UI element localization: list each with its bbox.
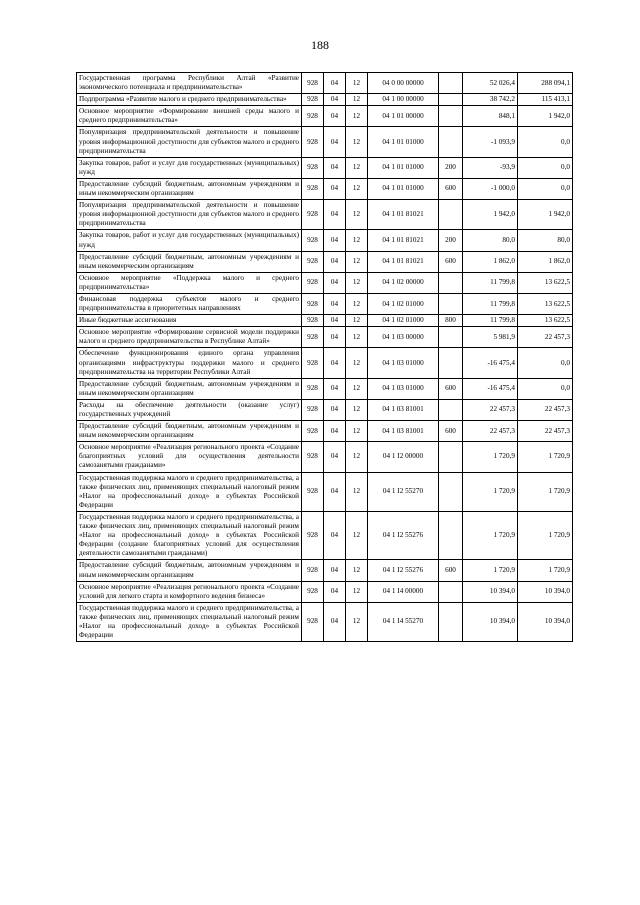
row-section-cell: 04: [324, 251, 346, 272]
row-target-article-cell: 04 1 03 81001: [368, 421, 439, 442]
row-subsection-cell: 12: [346, 127, 368, 157]
row-amount-2-cell: 22 457,3: [518, 421, 573, 442]
row-amount-1-cell: 11 799,8: [463, 315, 518, 327]
row-admin-code-cell: 928: [302, 127, 324, 157]
row-amount-2-cell: 115 413,1: [518, 94, 573, 106]
row-admin-code-cell: 928: [302, 230, 324, 251]
row-amount-1-cell: 11 799,8: [463, 293, 518, 314]
table-row: [77, 200, 573, 230]
table-row: [77, 178, 573, 199]
row-name-cell: Государственная программа Республики Алтай «Развитие экономического потенциала и предпринимательства»: [77, 73, 302, 94]
row-subsection-cell: 12: [346, 315, 368, 327]
row-amount-1-cell: 1 862,0: [463, 251, 518, 272]
row-admin-code-cell: 928: [302, 178, 324, 199]
row-name-cell: Предоставление субсидий бюджетным, автономным учреждениям и иным некоммерческим организациям: [77, 178, 302, 199]
row-section-cell: 04: [324, 157, 346, 178]
row-section-cell: 04: [324, 378, 346, 399]
row-section-cell: 04: [324, 399, 346, 420]
row-subsection-cell: 12: [346, 421, 368, 442]
row-amount-2-cell: 13 622,5: [518, 272, 573, 293]
row-section-cell: 04: [324, 178, 346, 199]
row-expense-type-cell: 600: [439, 560, 463, 581]
row-expense-type-cell: 800: [439, 315, 463, 327]
row-target-article-cell: 04 1 01 81021: [368, 230, 439, 251]
row-admin-code-cell: 928: [302, 602, 324, 641]
row-expense-type-cell: [439, 511, 463, 559]
row-admin-code-cell: 928: [302, 315, 324, 327]
row-admin-code-cell: 928: [302, 511, 324, 559]
row-admin-code-cell: 928: [302, 399, 324, 420]
table-row: [77, 94, 573, 106]
table-row: [77, 442, 573, 472]
row-target-article-cell: 04 1 02 01000: [368, 293, 439, 314]
row-target-article-cell: 04 1 02 00000: [368, 272, 439, 293]
row-amount-1-cell: -93,9: [463, 157, 518, 178]
row-admin-code-cell: 928: [302, 157, 324, 178]
row-name-cell: Основное мероприятие «Реализация регионального проекта «Создание благоприятных условий для осуществления деятельности самозанятыми гражданами»: [77, 442, 302, 472]
table-row: [77, 511, 573, 559]
row-subsection-cell: 12: [346, 106, 368, 127]
row-amount-1-cell: 11 799,8: [463, 272, 518, 293]
row-name-cell: Предоставление субсидий бюджетным, автономным учреждениям и иным некоммерческим организациям: [77, 251, 302, 272]
row-amount-1-cell: 1 720,9: [463, 442, 518, 472]
row-expense-type-cell: [439, 200, 463, 230]
row-amount-2-cell: 0,0: [518, 378, 573, 399]
row-expense-type-cell: [439, 581, 463, 602]
row-section-cell: 04: [324, 200, 346, 230]
row-section-cell: 04: [324, 442, 346, 472]
row-section-cell: 04: [324, 272, 346, 293]
table-row: [77, 157, 573, 178]
table-row: [77, 327, 573, 348]
row-amount-2-cell: 0,0: [518, 157, 573, 178]
row-target-article-cell: 04 1 I2 55276: [368, 511, 439, 559]
row-amount-2-cell: 10 394,0: [518, 602, 573, 641]
row-expense-type-cell: 600: [439, 178, 463, 199]
row-amount-1-cell: -1 000,0: [463, 178, 518, 199]
row-amount-1-cell: 10 394,0: [463, 602, 518, 641]
row-amount-1-cell: 5 981,9: [463, 327, 518, 348]
row-name-cell: Основное мероприятие «Поддержка малого и среднего предпринимательства»: [77, 272, 302, 293]
row-amount-1-cell: 38 742,2: [463, 94, 518, 106]
row-expense-type-cell: [439, 127, 463, 157]
row-amount-2-cell: 1 720,9: [518, 560, 573, 581]
row-expense-type-cell: [439, 348, 463, 378]
table-row: [77, 73, 573, 94]
row-name-cell: Предоставление субсидий бюджетным, автономным учреждениям и иным некоммерческим организациям: [77, 421, 302, 442]
row-admin-code-cell: 928: [302, 327, 324, 348]
row-name-cell: Иные бюджетные ассигнования: [77, 315, 302, 327]
row-expense-type-cell: 600: [439, 251, 463, 272]
row-amount-2-cell: 1 720,9: [518, 442, 573, 472]
table-row: [77, 272, 573, 293]
row-name-cell: Закупка товаров, работ и услуг для государственных (муниципальных) нужд: [77, 230, 302, 251]
row-name-cell: Популяризация предпринимательской деятельности и повышение уровня информационной доступности для субъектов малого и среднего предпринимательства: [77, 127, 302, 157]
row-amount-2-cell: 0,0: [518, 127, 573, 157]
table-row: [77, 230, 573, 251]
row-name-cell: Предоставление субсидий бюджетным, автономным учреждениям и иным некоммерческим организациям: [77, 378, 302, 399]
row-section-cell: 04: [324, 348, 346, 378]
row-target-article-cell: 04 1 01 81021: [368, 251, 439, 272]
row-amount-1-cell: 1 720,9: [463, 472, 518, 511]
table-row: [77, 399, 573, 420]
row-amount-1-cell: -16 475,4: [463, 348, 518, 378]
row-subsection-cell: 12: [346, 560, 368, 581]
row-target-article-cell: 04 1 01 01000: [368, 178, 439, 199]
row-target-article-cell: 04 1 I4 55270: [368, 602, 439, 641]
table-row: [77, 293, 573, 314]
row-admin-code-cell: 928: [302, 73, 324, 94]
row-amount-2-cell: 288 094,1: [518, 73, 573, 94]
row-admin-code-cell: 928: [302, 581, 324, 602]
row-subsection-cell: 12: [346, 378, 368, 399]
row-expense-type-cell: [439, 94, 463, 106]
row-amount-1-cell: 1 720,9: [463, 511, 518, 559]
row-amount-1-cell: 22 457,3: [463, 421, 518, 442]
row-name-cell: Предоставление субсидий бюджетным, автономным учреждениям и иным некоммерческим организациям: [77, 560, 302, 581]
row-expense-type-cell: [439, 272, 463, 293]
row-amount-1-cell: 52 026,4: [463, 73, 518, 94]
row-section-cell: 04: [324, 315, 346, 327]
row-target-article-cell: 04 1 03 00000: [368, 327, 439, 348]
row-name-cell: Основное мероприятие «Формирование сервисной модели поддержки малого и среднего предпринимательства в Республике Алтай»: [77, 327, 302, 348]
row-name-cell: Закупка товаров, работ и услуг для государственных (муниципальных) нужд: [77, 157, 302, 178]
row-name-cell: Основное мероприятие «Реализация регионального проекта «Создание условий для легкого старта и комфортного ведения бизнеса»: [77, 581, 302, 602]
row-subsection-cell: 12: [346, 327, 368, 348]
row-amount-2-cell: 80,0: [518, 230, 573, 251]
table-row: [77, 472, 573, 511]
row-amount-2-cell: 0,0: [518, 348, 573, 378]
row-subsection-cell: 12: [346, 602, 368, 641]
row-subsection-cell: 12: [346, 472, 368, 511]
row-amount-1-cell: 22 457,3: [463, 399, 518, 420]
row-target-article-cell: 04 1 01 00000: [368, 106, 439, 127]
row-section-cell: 04: [324, 472, 346, 511]
row-subsection-cell: 12: [346, 157, 368, 178]
row-admin-code-cell: 928: [302, 348, 324, 378]
row-subsection-cell: 12: [346, 94, 368, 106]
row-expense-type-cell: [439, 399, 463, 420]
row-target-article-cell: 04 1 01 81021: [368, 200, 439, 230]
row-section-cell: 04: [324, 421, 346, 442]
row-subsection-cell: 12: [346, 251, 368, 272]
row-amount-2-cell: 0,0: [518, 178, 573, 199]
row-target-article-cell: 04 1 01 01000: [368, 127, 439, 157]
row-amount-1-cell: -1 093,9: [463, 127, 518, 157]
row-admin-code-cell: 928: [302, 272, 324, 293]
row-target-article-cell: 04 1 00 00000: [368, 94, 439, 106]
row-expense-type-cell: [439, 472, 463, 511]
row-admin-code-cell: 928: [302, 293, 324, 314]
row-expense-type-cell: [439, 442, 463, 472]
row-target-article-cell: 04 1 03 01000: [368, 378, 439, 399]
table-row: [77, 251, 573, 272]
table-row: [77, 378, 573, 399]
row-amount-2-cell: 1 720,9: [518, 472, 573, 511]
row-name-cell: Государственная поддержка малого и среднего предпринимательства, а также физических лиц, применяющих специальный налоговый режим «Налог на профессиональный доход» в субъектах Российской Федерации (создание благоприятных условий для осуществления деятельности самозанятыми гражданами): [77, 511, 302, 559]
row-name-cell: Основное мероприятие «Формирование внешней среды малого и среднего предпринимательства»: [77, 106, 302, 127]
row-subsection-cell: 12: [346, 348, 368, 378]
row-section-cell: 04: [324, 602, 346, 641]
row-expense-type-cell: [439, 106, 463, 127]
row-section-cell: 04: [324, 73, 346, 94]
row-name-cell: Обеспечение функционирования единого органа управления организациями инфраструктуры поддержки малого и среднего предпринимательства на территории Республики Алтай: [77, 348, 302, 378]
row-amount-2-cell: 1 942,0: [518, 200, 573, 230]
row-amount-1-cell: 80,0: [463, 230, 518, 251]
table-row: [77, 421, 573, 442]
row-amount-2-cell: 1 862,0: [518, 251, 573, 272]
row-subsection-cell: 12: [346, 581, 368, 602]
row-admin-code-cell: 928: [302, 106, 324, 127]
row-section-cell: 04: [324, 327, 346, 348]
table-row: [77, 127, 573, 157]
row-subsection-cell: 12: [346, 511, 368, 559]
row-name-cell: Государственная поддержка малого и среднего предпринимательства, а также физических лиц, применяющих специальный налоговый режим «Налог на профессиональный доход» в субъектах Российской Федерации: [77, 602, 302, 641]
row-admin-code-cell: 928: [302, 251, 324, 272]
row-target-article-cell: 04 1 I4 00000: [368, 581, 439, 602]
row-admin-code-cell: 928: [302, 421, 324, 442]
row-section-cell: 04: [324, 230, 346, 251]
row-admin-code-cell: 928: [302, 200, 324, 230]
row-subsection-cell: 12: [346, 272, 368, 293]
row-subsection-cell: 12: [346, 399, 368, 420]
row-amount-2-cell: 1 942,0: [518, 106, 573, 127]
row-target-article-cell: 04 1 02 01000: [368, 315, 439, 327]
row-subsection-cell: 12: [346, 73, 368, 94]
row-section-cell: 04: [324, 511, 346, 559]
row-section-cell: 04: [324, 581, 346, 602]
table-row: [77, 581, 573, 602]
row-name-cell: Подпрограмма «Развитие малого и среднего предпринимательства»: [77, 94, 302, 106]
row-admin-code-cell: 928: [302, 560, 324, 581]
row-target-article-cell: 04 1 I2 55276: [368, 560, 439, 581]
row-expense-type-cell: [439, 327, 463, 348]
row-subsection-cell: 12: [346, 230, 368, 251]
row-amount-1-cell: 1 942,0: [463, 200, 518, 230]
row-expense-type-cell: 200: [439, 230, 463, 251]
row-amount-1-cell: 1 720,9: [463, 560, 518, 581]
page-number: 188: [311, 38, 329, 52]
row-amount-2-cell: 22 457,3: [518, 327, 573, 348]
table-row: [77, 315, 573, 327]
table-row: [77, 560, 573, 581]
budget-table: [76, 72, 573, 642]
row-amount-2-cell: 13 622,5: [518, 315, 573, 327]
row-expense-type-cell: 200: [439, 157, 463, 178]
row-admin-code-cell: 928: [302, 378, 324, 399]
row-admin-code-cell: 928: [302, 94, 324, 106]
row-section-cell: 04: [324, 293, 346, 314]
row-name-cell: Популяризация предпринимательской деятельности и повышение уровня информационной доступности для субъектов малого и среднего предпринимательства: [77, 200, 302, 230]
row-target-article-cell: 04 1 03 81001: [368, 399, 439, 420]
row-amount-1-cell: 10 394,0: [463, 581, 518, 602]
row-target-article-cell: 04 0 00 00000: [368, 73, 439, 94]
row-amount-1-cell: 848,1: [463, 106, 518, 127]
row-expense-type-cell: 600: [439, 378, 463, 399]
row-admin-code-cell: 928: [302, 472, 324, 511]
row-name-cell: Расходы на обеспечение деятельности (оказание услуг) государственных учреждений: [77, 399, 302, 420]
row-section-cell: 04: [324, 106, 346, 127]
row-subsection-cell: 12: [346, 293, 368, 314]
table-row: [77, 348, 573, 378]
row-subsection-cell: 12: [346, 178, 368, 199]
row-amount-2-cell: 13 622,5: [518, 293, 573, 314]
row-section-cell: 04: [324, 94, 346, 106]
row-name-cell: Государственная поддержка малого и среднего предпринимательства, а также физических лиц, применяющих специальный налоговый режим «Налог на профессиональный доход» в субъектах Российской Федерации: [77, 472, 302, 511]
row-target-article-cell: 04 1 03 01000: [368, 348, 439, 378]
row-subsection-cell: 12: [346, 200, 368, 230]
row-target-article-cell: 04 1 I2 00000: [368, 442, 439, 472]
row-expense-type-cell: [439, 293, 463, 314]
row-expense-type-cell: 600: [439, 421, 463, 442]
row-expense-type-cell: [439, 602, 463, 641]
row-amount-2-cell: 1 720,9: [518, 511, 573, 559]
row-admin-code-cell: 928: [302, 442, 324, 472]
row-section-cell: 04: [324, 560, 346, 581]
table-row: [77, 602, 573, 641]
row-amount-2-cell: 22 457,3: [518, 399, 573, 420]
row-target-article-cell: 04 1 01 01000: [368, 157, 439, 178]
row-name-cell: Финансовая поддержка субъектов малого и среднего предпринимательства в приоритетных направлениях: [77, 293, 302, 314]
row-target-article-cell: 04 1 I2 55270: [368, 472, 439, 511]
table-row: [77, 106, 573, 127]
row-amount-2-cell: 10 394,0: [518, 581, 573, 602]
row-expense-type-cell: [439, 73, 463, 94]
row-amount-1-cell: -16 475,4: [463, 378, 518, 399]
row-section-cell: 04: [324, 127, 346, 157]
budget-table-body: [77, 73, 573, 642]
row-subsection-cell: 12: [346, 442, 368, 472]
